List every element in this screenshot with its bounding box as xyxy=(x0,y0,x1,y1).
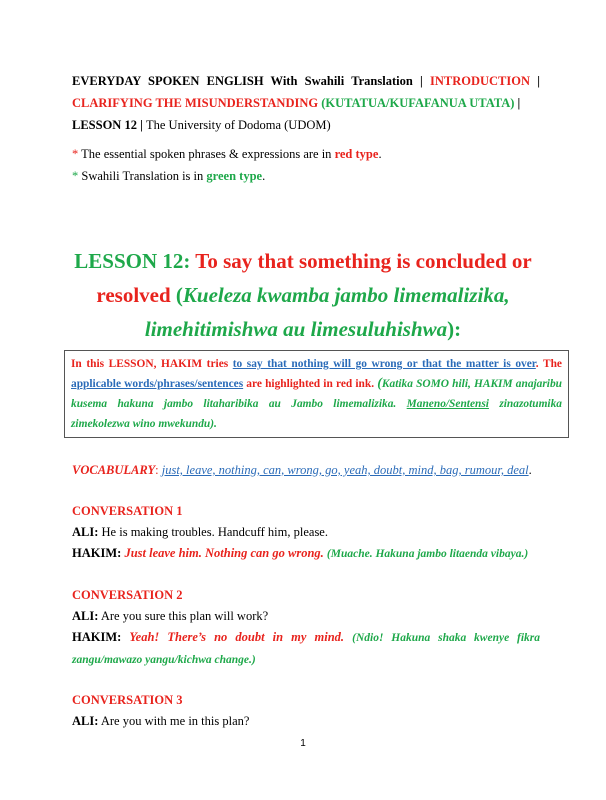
conversation-heading: CONVERSATION 3 xyxy=(72,693,183,707)
university-name: The University of Dodoma (UDOM) xyxy=(145,118,331,132)
conversation-2 xyxy=(72,585,540,671)
section-clarifying: CLARIFYING THE MISUNDERSTANDING xyxy=(72,96,319,110)
intro-link-applicable[interactable]: applicable words/phrases/sentences xyxy=(71,378,244,390)
intro-link-maneno[interactable]: Maneno/Sentensi xyxy=(406,398,489,410)
section-clarifying-swahili: (KUTATUA/KUFAFANUA UTATA) xyxy=(321,96,515,110)
vocabulary-line: VOCABULARY: just, leave, nothing, can, wrong, go, yeah, doubt, mind, bag, rumour, deal. xyxy=(72,463,532,477)
lesson-intro-box: In this LESSON, HAKIM tries to say that nothing will go wrong or that the matter is over. The applicable words/phrases/sentences are highlighted in red ink. (Katika SOMO hili, HAKIM anajaribu kusema hakuna jambo litaharibika au Jambo limemalizika. Maneno/Sentensi zinazotumika zimekolezwa wino mwekundu). xyxy=(64,350,569,438)
lesson-title: LESSON 12: To say that something is concluded or resolved (Kueleza kwamba jambo limemalizika, limehitimishwa au limesuluhishwa): xyxy=(74,249,532,341)
vocabulary-words[interactable]: just, leave, nothing, can, wrong, go, yeah, doubt, mind, bag, rumour, deal xyxy=(161,463,529,477)
conversation-3 xyxy=(72,690,540,732)
conversation-heading: CONVERSATION 1 xyxy=(72,504,183,518)
note-red-type: * The essential spoken phrases & expressions are in red type. xyxy=(72,147,382,161)
series-title: EVERYDAY SPOKEN ENGLISH With Swahili Translation xyxy=(72,74,413,88)
lesson-label: LESSON 12 xyxy=(72,118,137,132)
hakim-line: HAKIM: Just leave him. Nothing can go wrong. (Muache. Hakuna jambo litaenda vibaya.) xyxy=(72,546,529,560)
ali-line: ALI: He is making troubles. Handcuff him, please. xyxy=(72,525,328,539)
intro-link-purpose[interactable]: to say that nothing will go wrong or that the matter is over xyxy=(232,358,536,370)
ali-line: ALI: Are you with me in this plan? xyxy=(72,714,250,728)
lesson-title-english: To say that something is concluded or resolved xyxy=(96,249,532,307)
note-green-type: * Swahili Translation is in green type. xyxy=(72,169,266,183)
type-notes xyxy=(72,143,540,187)
page-number: 1 xyxy=(300,738,306,749)
vocabulary-label: VOCABULARY xyxy=(72,463,156,477)
document-header: EVERYDAY SPOKEN ENGLISH With Swahili Translation | INTRODUCTION | CLARIFYING THE MISUNDERSTANDING (KUTATUA/KUFAFANUA UTATA) | LESSON 12 | The University of Dodoma (UDOM) xyxy=(72,74,540,132)
lesson-number: LESSON 12: xyxy=(74,249,191,273)
ali-line: ALI: Are you sure this plan will work? xyxy=(72,609,269,623)
hakim-line: HAKIM: Yeah! There’s no doubt in my mind. (Ndio! Hakuna shaka kwenye fikra zangu/mawazo yangu/kichwa change.) xyxy=(72,630,541,666)
section-introduction: INTRODUCTION xyxy=(430,74,531,88)
conversation-heading: CONVERSATION 2 xyxy=(72,588,183,602)
conversation-1 xyxy=(72,501,540,565)
lesson-title-swahili: Kueleza kwamba jambo limemalizika, limehitimishwa au limesuluhishwa xyxy=(144,283,510,341)
